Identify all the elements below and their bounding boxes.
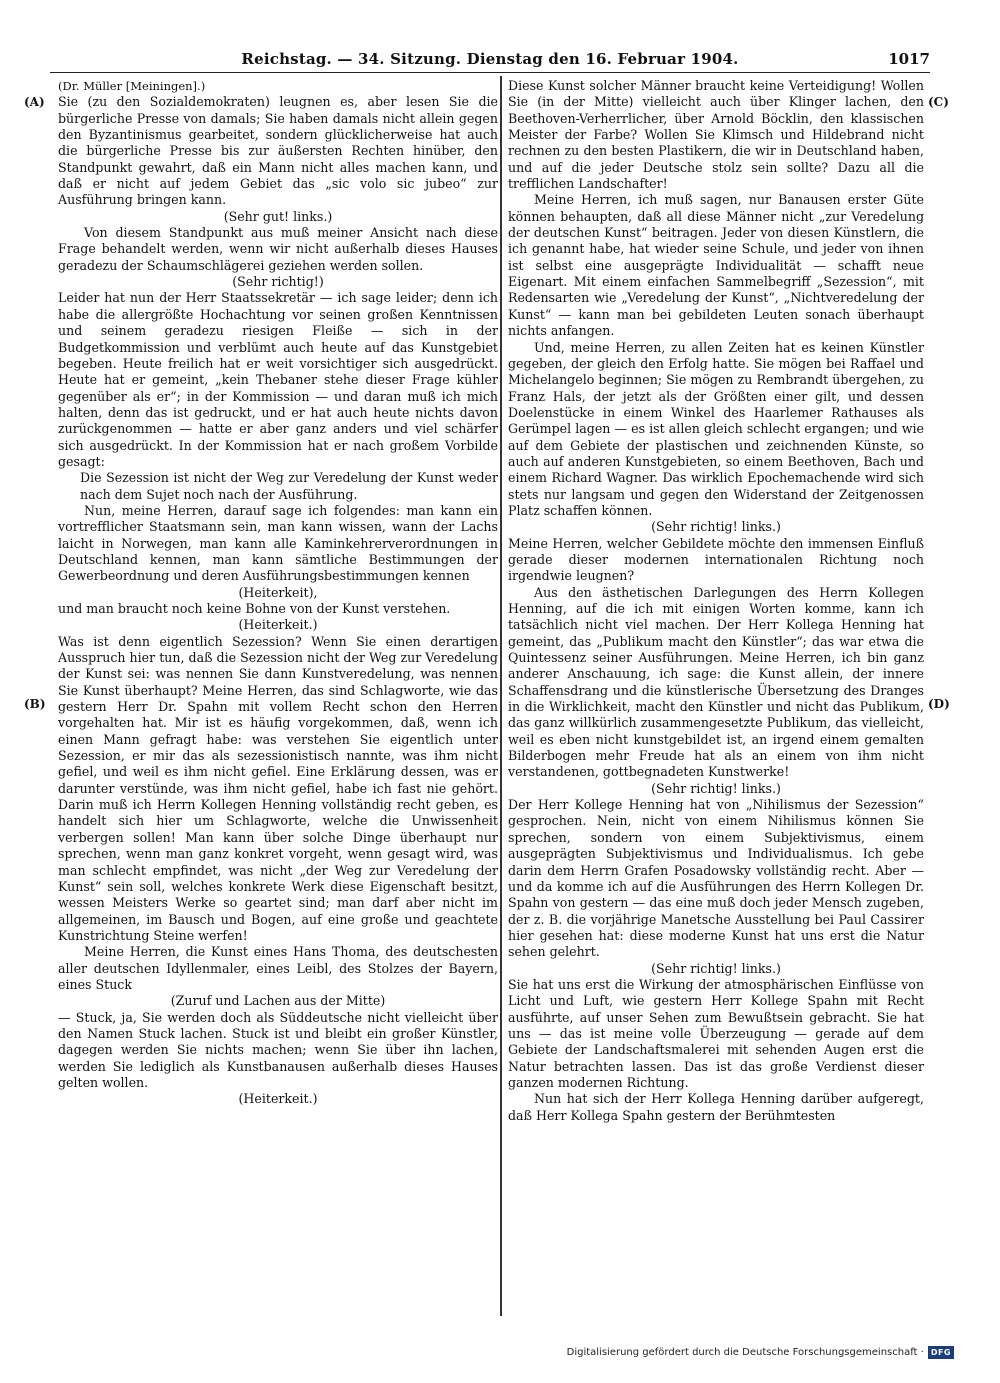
paragraph: Sie (zu den Sozialdemokraten) leugnen es, aber lesen Sie die bürgerliche Presse von damals; Sie haben damals nicht allein gegen den Byzantinismus gearbeitet, sondern glücklicherweise hat auch die bürgerliche Presse bis zur äußersten Rechten hinüber, den Standpunkt gewahrt, daß ein Mann nicht alles machen kann, und daß er nicht auf jedem Gebiet das „sic volo sic jubeo“ zur Ausführung bringen kann. xyxy=(58,94,498,208)
paragraph: Und, meine Herren, zu allen Zeiten hat es keinen Künstler gegeben, der gleich den Erfolg hatte. Sie mögen bei Raffael und Michelangelo beginnen; Sie mögen zu Rembrandt übergehen, zu Franz Hals, der jetzt als der Größten einer gilt, und dessen Doelenstücke in einem Winkel des Haarlemer Rathauses als Gerümpel lagen — es ist allen gleich schlecht ergangen; und wie auf dem Gebiete der plastischen und zeichnenden Künste, so auch auf anderen Kunstgebieten, so einem Beethoven, Bach und einem Richard Wagner. Das wirklich Epochemachende wird sich stets nur langsam und gegen den Widerstand der Zeitgenossen Platz schaffen können. xyxy=(508,339,924,518)
interjection: (Sehr richtig! links.) xyxy=(651,960,781,976)
interjection: (Heiterkeit.) xyxy=(238,617,318,633)
paragraph: Was ist denn eigentlich Sezession? Wenn Sie einen derartigen Ausspruch hier tun, daß die Sezession nicht der Weg zur Veredelung der Kunst sei: was nennen Sie dann Kunstveredelung, was nennen Sie Kunst überhaupt? Meine Herren, das sind Schlagworte, wie das gestern Herr Dr. Spahn mit vollem Recht schon den Herren vorgehalten hat. Mir ist es häufig vorgekommen, daß, wenn ich einen Mann gefragt habe: was verstehen Sie eigentlich unter Sezession, er mir das als sezessionistisch nannte, was ihm nicht gefiel, und weil es ihm nicht gefiel. Eine Erklärung dessen, was er darunter verstünde, was ihm nicht gefiel, habe ich fast nie gehört. Darin muß ich Herrn Kollegen Henning vollständig recht geben, es handelt sich hier um Schlagworte, welche die Unwissenheit verbergen sollen! Man kann über solche Dinge überhaupt nur sprechen, wenn man ganz konkret vorgeht, wenn gesagt wird, was man schlecht empfindet, was nicht „der Weg zur Veredelung der Kunst“ sein soll, welches konkrete Werk diese Eigenschaft besitzt, wessen Meisters Werke so geartet sind; man darf aber nicht im allgemeinen, im Bausch und Bogen, auf eine große und geachtete Kunstrichtung Steine werfen! xyxy=(58,633,498,943)
paragraph: Nun hat sich der Herr Kollega Henning darüber aufgeregt, daß Herr Kollega Spahn gestern der Berühmtesten xyxy=(508,1091,924,1123)
right-column xyxy=(508,78,924,1124)
page-header-title: Reichstag. — 34. Sitzung. Dienstag den 16. Februar 1904. xyxy=(241,50,739,68)
paragraph: Der Herr Kollege Henning hat von „Nihilismus der Sezession“ gesprochen. Nein, nicht von einem Nihilismus können Sie sprechen, sondern von einem Subjektivismus, einem ausgeprägten Subjektivismus und Individualismus. Ich gebe darin dem Herrn Grafen Posadowsky vollständig recht. Aber — und da komme ich auf die Ausführungen des Herrn Kollegen Dr. Spahn von gestern — das eine muß doch jeder Mensch zugeben, der z. B. die vorjährige Manetsche Ausstellung bei Paul Cassirer hier gesehen hat: diese moderne Kunst hat uns erst die Natur sehen gelehrt. xyxy=(508,797,924,960)
left-column xyxy=(58,78,498,1108)
column-divider xyxy=(500,76,502,1316)
paragraph: und man braucht noch keine Bohne von der Kunst verstehen. xyxy=(58,601,451,616)
paragraph: — Stuck, ja, Sie werden doch als Süddeutsche nicht vielleicht über den Namen Stuck lachen. Stuck ist und bleibt ein großer Künstler, dagegen werden Sie nichts machen; wenn Sie über ihn lachen, werden Sie lediglich als Kunstbanausen außerhalb dieses Hauses gelten wollen. xyxy=(58,1009,498,1090)
paragraph: Aus den ästhetischen Darlegungen des Herrn Kollegen Henning, auf die ich mit einigen Worten komme, kann ich tatsächlich nicht viel machen. Der Herr Kollega Henning hat gemeint, das „Publikum macht den Künstler“; das war etwa die Quintessenz seiner Ausführungen. Meine Herren, ich bin ganz anderer Anschauung, ich sage: die Kunst allein, der innere Schaffensdrang und die künstlerische Übersetzung des Dranges in die Wirklichkeit, macht den Künstler und nicht das Publikum, das ganz willkürlich zusammengesetzte Publikum, das vielleicht, weil es eben nicht kunstgebildet ist, an irgend einem gemalten Bilderbogen mehr Freude hat als an einem von ihm nicht verstandenen, gottbegnadeten Kunstwerke! xyxy=(508,584,924,780)
page-header xyxy=(50,46,930,73)
margin-marker-d: (D) xyxy=(928,697,950,711)
paragraph: Diese Kunst solcher Männer braucht keine Verteidigung! Wollen Sie (in der Mitte) vielleicht auch über Klinger lachen, den Beethoven-Verherrlicher, über Arnold Böcklin, den klassischen Meister der Farbe? Wollen Sie Klimsch und Hildebrand nicht rechnen zu den besten Plastikern, die wir in Deutschland haben, und auf die jeder Deutsche stolz sein sollte? Dazu all die trefflichen Landschafter! xyxy=(508,78,924,192)
paragraph: Von diesem Standpunkt aus muß meiner Ansicht nach diese Frage behandelt werden, wenn wir nicht außerhalb dieses Hauses geradezu der Schaumschlägerei geziehen werden sollen. xyxy=(58,225,498,273)
interjection: (Heiterkeit), xyxy=(238,584,318,600)
paragraph: Sie hat uns erst die Wirkung der atmosphärischen Einflüsse von Licht und Luft, wie gestern Herr Kollege Spahn mit Recht ausführte, auf unser Sehen zum Bewußtsein gebracht. Sie hat uns — das ist meine volle Überzeugung — gerade auf dem Gebiete der Landschaftsmalerei mit sehenden Augen erst die Natur betrachten lassen. Das ist das große Verdienst dieser ganzen modernen Richtung. xyxy=(508,976,924,1090)
interjection: (Sehr gut! links.) xyxy=(223,208,333,224)
interjection: (Zuruf und Lachen aus der Mitte) xyxy=(170,993,386,1009)
quotation: Die Sezession ist nicht der Weg zur Veredelung der Kunst weder nach dem Sujet noch nach der Ausführung. xyxy=(80,470,498,502)
margin-marker-a: (A) xyxy=(24,95,45,109)
paragraph: Meine Herren, welcher Gebildete möchte den immensen Einfluß gerade dieser modernen internationalen Richtung noch irgendwie leugnen? xyxy=(508,535,924,584)
interjection: (Sehr richtig!) xyxy=(232,274,324,290)
paragraph: Nun, meine Herren, darauf sage ich folgendes: man kann ein vortrefflicher Staatsmann sein, man kann wissen, wann der Lachs laicht in Norwegen, man kann alle Kaminkehrerverordnungen in Deutschland kennen, man kann sämtliche Bestimmungen der Gewerbeordnung und deren Ausführungsbestimmungen kennen xyxy=(58,502,498,584)
margin-marker-b: (B) xyxy=(24,697,46,711)
margin-marker-c: (C) xyxy=(928,95,949,109)
interjection: (Heiterkeit.) xyxy=(238,1091,318,1107)
paragraph: Meine Herren, die Kunst eines Hans Thoma, des deutschesten aller deutschen Idyllenmaler, eines Leibl, des Stolzes der Bayern, eines Stuck xyxy=(58,944,498,992)
page-number: 1017 xyxy=(888,50,930,68)
footer-text: Digitalisierung gefördert durch die Deutsche Forschungsgemeinschaft · xyxy=(566,1347,924,1358)
footer xyxy=(567,1346,954,1359)
interjection: (Sehr richtig! links.) xyxy=(651,519,781,535)
speaker-label: (Dr. Müller [Meiningen].) xyxy=(58,79,206,93)
dfg-logo: DFG xyxy=(928,1346,954,1359)
interjection: (Sehr richtig! links.) xyxy=(651,780,781,796)
paragraph: Leider hat nun der Herr Staatssekretär — ich sage leider; denn ich habe die allergrößte Hochachtung vor seinen großen Kenntnissen und seinem geradezu riesigen Fleiße — sich in der Budgetkommission und verblümt auch heute auf das Kunstgebiet begeben. Heute freilich hat er weit vorsichtiger sich ausgedrückt. Heute hat er gemeint, „kein Thebaner stehe dieser Frage kühler gegenüber als er“; in der Kommission — und daran muß ich mich halten, denn das ist gedruckt, und er hat auch heute nichts davon zurückgenommen — hatte er aber ganz anders und viel schärfer sich ausgedrückt. In der Kommission hat er nach großem Vorbilde gesagt: xyxy=(58,290,498,469)
paragraph: Meine Herren, ich muß sagen, nur Banausen erster Güte können behaupten, daß all diese Männer nicht „zur Veredelung der deutschen Kunst“ beitragen. Jeder von diesen Künstlern, die ich genannt habe, hat wieder seine Schule, und jeder von ihnen ist selbst eine ausgeprägte Individualität — schafft neue Eigenart. Mit einem einfachen Sammelbegriff „Sezession“, mit Redensarten wie „Veredelung der Kunst“, „Nichtveredelung der Kunst“ — kann man bei gebildeten Leuten sonach überhaupt nichts anfangen. xyxy=(508,192,924,339)
